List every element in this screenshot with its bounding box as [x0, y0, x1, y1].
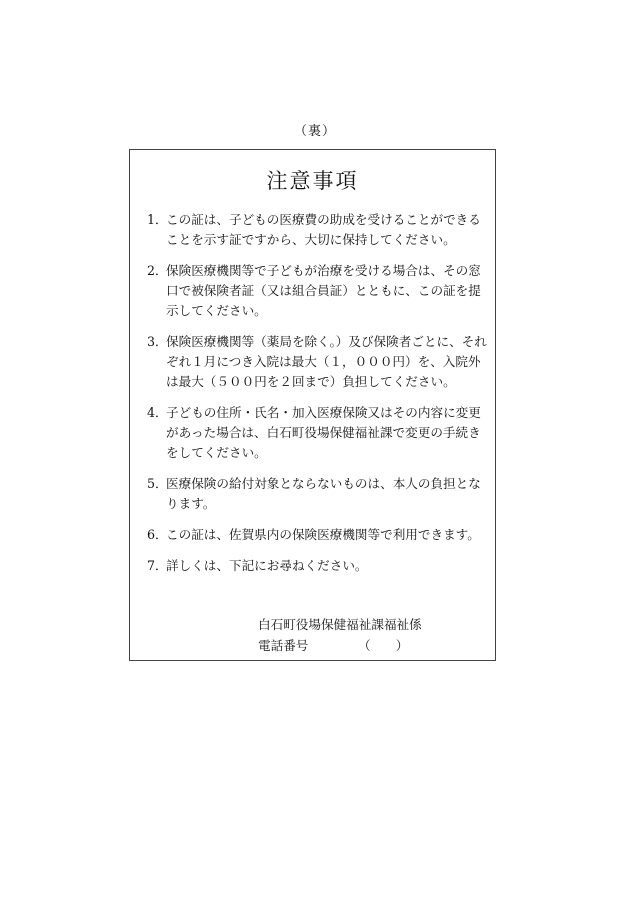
notice-card: [129, 149, 496, 661]
note-text: この証は、子どもの医療費の助成を受けることができることを示す証ですから、大切に保持してください。: [166, 212, 481, 247]
note-number: 6．: [147, 527, 168, 542]
page-side-label: （裏）: [293, 124, 336, 139]
note-text: 保険医療機関等（薬局を除く。）及び保険者ごとに、それぞれ１月につき入院は最大（１，０００円）を、入院外は最大（５００円を２回まで）負担してください。: [166, 334, 487, 389]
contact-phone: [258, 636, 408, 656]
card-title: 注意事項: [266, 169, 359, 193]
note-item-5: [147, 474, 493, 514]
notes-list: [147, 210, 493, 587]
note-item-7: [147, 556, 493, 576]
note-item-3: [147, 332, 493, 392]
note-number: 4．: [147, 405, 168, 420]
note-item-2: [147, 261, 493, 321]
note-text: 子どもの住所・氏名・加入医療保険又はその内容に変更があった場合は、白石町役場保健福祉課で変更の手続きをしてください。: [166, 405, 481, 460]
phone-label: 電話番号: [258, 638, 309, 653]
note-number: 5．: [147, 476, 168, 491]
phone-value: （ ）: [358, 638, 409, 653]
note-number: 2．: [147, 263, 168, 278]
note-item-1: [147, 210, 493, 250]
note-item-4: [147, 403, 493, 463]
note-text: 保険医療機関等で子どもが治療を受ける場合は、その窓口で被保険者証（又は組合員証）とともに、この証を提示してください。: [166, 263, 481, 318]
note-number: 7．: [147, 558, 168, 573]
note-number: 3．: [147, 334, 168, 349]
note-item-6: [147, 525, 493, 545]
note-text: 詳しくは、下記にお尋ねください。: [166, 558, 368, 573]
contact-office: 白石町役場保健福祉課福祉係: [258, 617, 422, 632]
note-text: 医療保険の給付対象とならないものは、本人の負担となります。: [166, 476, 481, 511]
note-text: この証は、佐賀県内の保険医療機関等で利用できます。: [166, 527, 480, 542]
note-number: 1．: [147, 212, 168, 227]
